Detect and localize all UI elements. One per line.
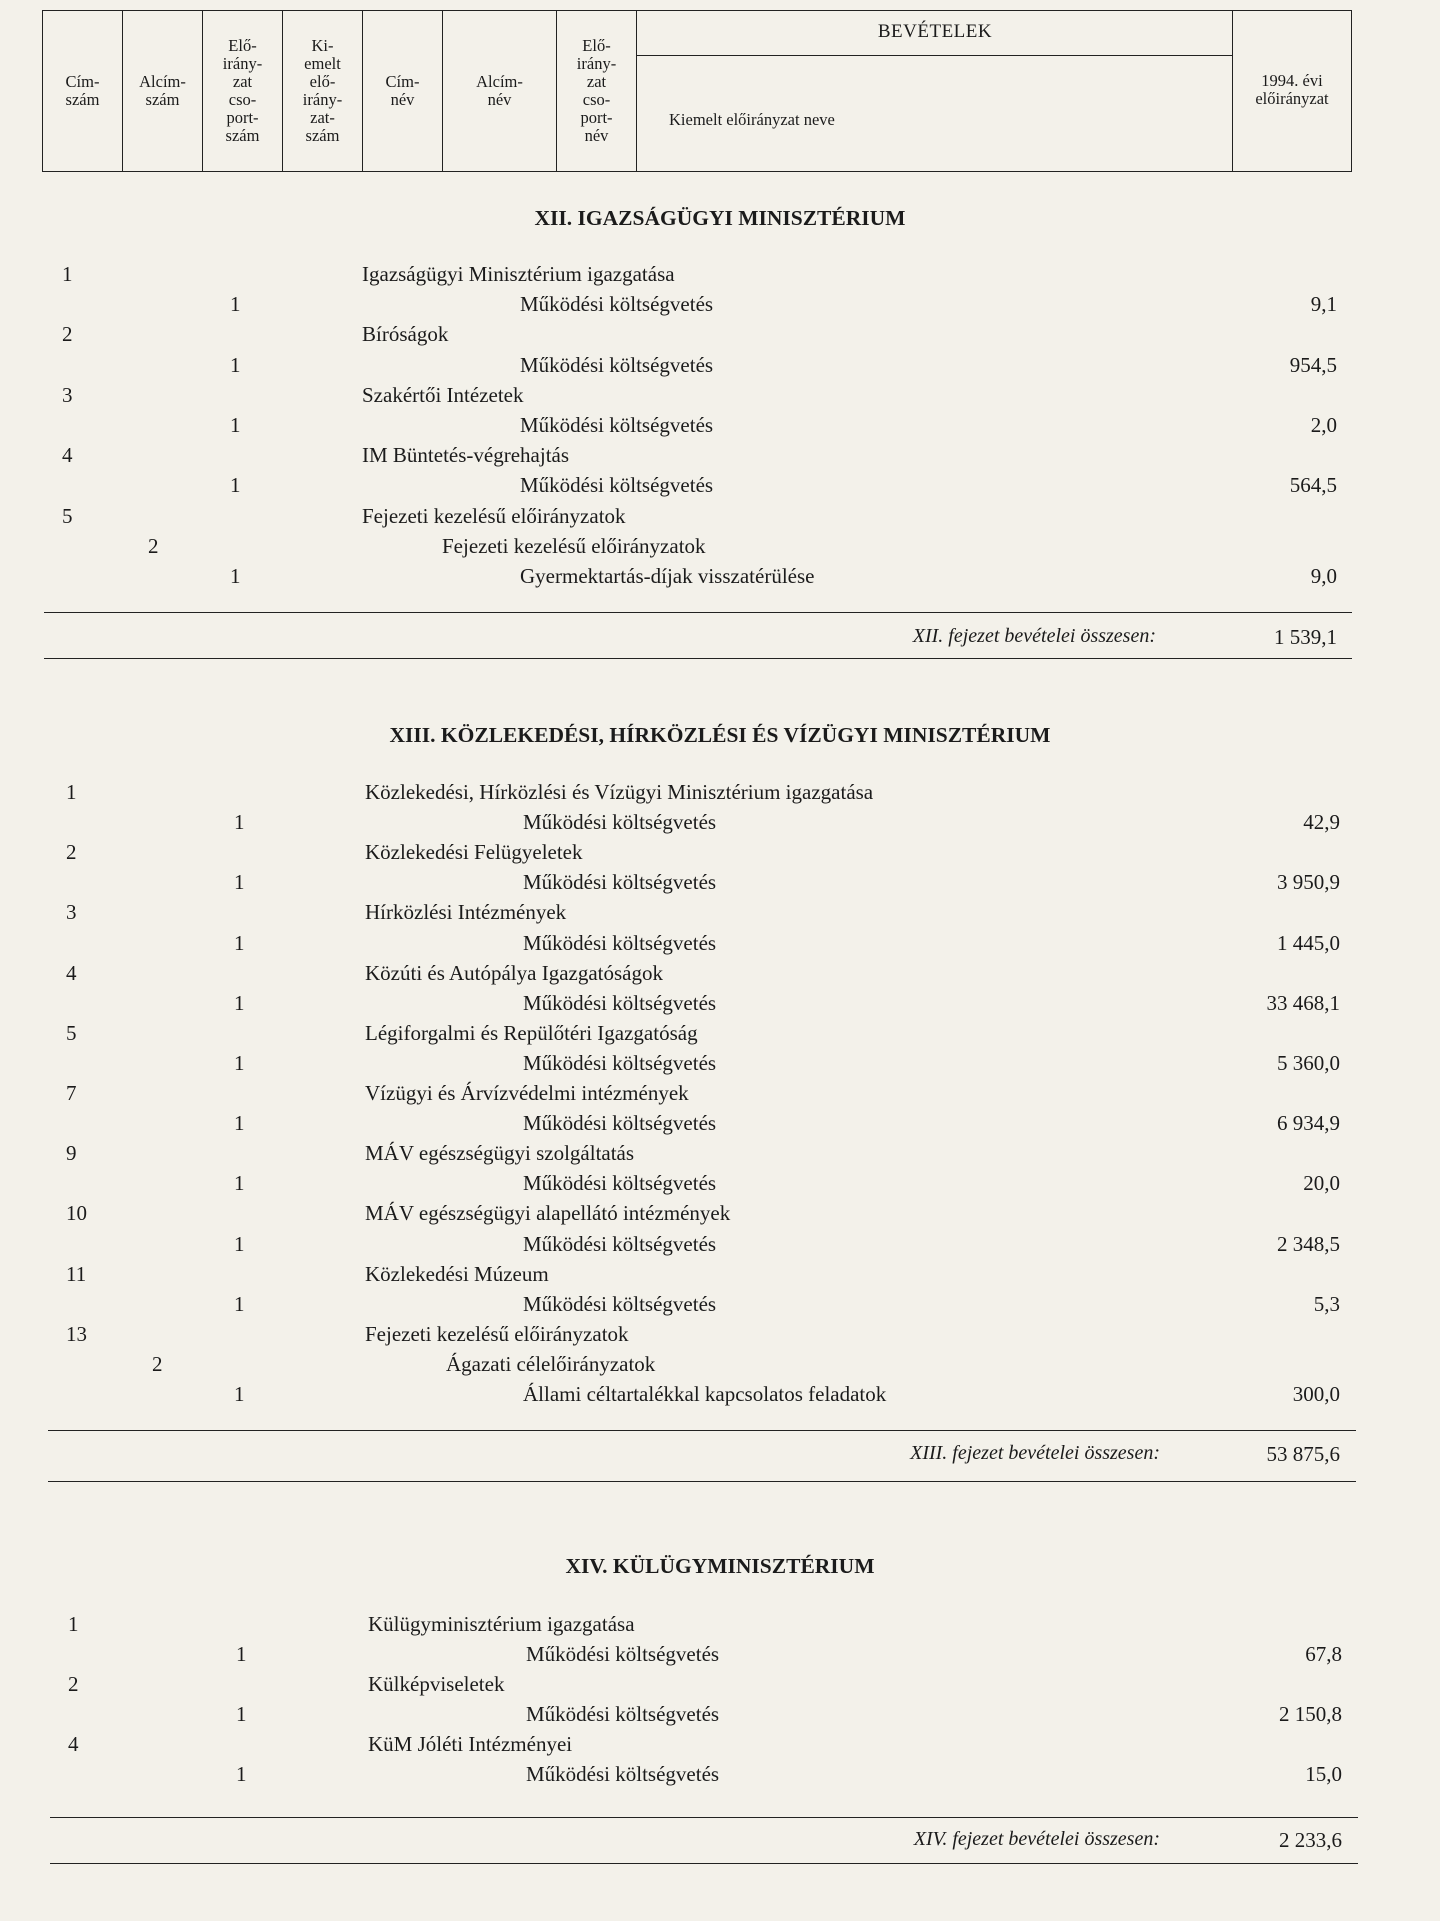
chapter-total-label: XII. fejezet bevételei összesen:	[912, 625, 1156, 647]
table-row	[0, 289, 1440, 319]
total-rule-bottom	[48, 1481, 1356, 1482]
cim-name: Vízügyi és Árvízvédelmi intézmények	[365, 1081, 689, 1105]
cim-number: 2	[62, 322, 73, 347]
table-row	[0, 1289, 1440, 1319]
eloiranyzat-value: 42,9	[1303, 810, 1340, 835]
eloiranyzat-csoport-number: 1	[234, 1382, 245, 1406]
header-kiemelt-eloiranyzat-neve: Kiemelt előirányzat neve	[669, 110, 835, 129]
col-cim-nev	[363, 11, 443, 171]
col-eloiranyzat-csoport-nev	[557, 11, 637, 171]
eloiranyzat-csoport-number: 1	[234, 930, 245, 955]
eloiranyzat-csoport-number: 1	[230, 413, 241, 437]
eloiranyzat-value: 20,0	[1303, 1171, 1340, 1196]
cim-name: KüM Jóléti Intézményei	[368, 1732, 573, 1756]
col-alcim-szam	[123, 11, 203, 171]
table-row	[0, 1138, 1440, 1168]
table-row	[0, 958, 1440, 988]
table-row	[0, 928, 1440, 958]
cim-number: 13	[66, 1321, 87, 1346]
header-evi-eloiranyzat: 1994. évi előirányzat	[1255, 71, 1329, 108]
table-row	[0, 1669, 1440, 1699]
alcim-name: Fejezeti kezelésű előirányzatok	[442, 533, 706, 558]
eloiranyzat-csoport-number: 1	[230, 473, 241, 498]
table-row	[0, 1639, 1440, 1669]
cim-number: 1	[68, 1612, 79, 1636]
eloiranyzat-value: 6 934,9	[1277, 1111, 1340, 1136]
eloiranyzat-csoport-number: 1	[234, 810, 245, 835]
eloiranyzat-value: 954,5	[1289, 352, 1337, 377]
chapter-title: XIII. KÖZLEKEDÉSI, HÍRKÖZLÉSI ÉS VÍZÜGYI MINISZTÉRIUM	[389, 723, 1051, 747]
cim-name: Közlekedési Felügyeletek	[365, 840, 583, 865]
alcim-number: 2	[148, 533, 159, 558]
eloiranyzat-name: Működési költségvetés	[523, 810, 717, 835]
header-alcim-szam: Alcím- szám	[139, 72, 186, 109]
eloiranyzat-csoport-number: 1	[234, 870, 245, 895]
chapter-total-value: 1 539,1	[1274, 625, 1337, 649]
table-row	[0, 501, 1440, 531]
header-cim-szam: Cím- szám	[65, 72, 100, 109]
table-row	[0, 867, 1440, 897]
cim-name: Légiforgalmi és Repülőtéri Igazgatóság	[365, 1020, 698, 1045]
eloiranyzat-name: Működési költségvetés	[523, 1111, 717, 1136]
header-kiemelt-eloiranyzat-szam: Ki- emelt elő- irány- zat- szám	[302, 36, 343, 145]
eloiranyzat-csoport-number: 1	[234, 1111, 245, 1136]
eloiranyzat-csoport-number: 1	[234, 1291, 245, 1316]
table-row	[0, 777, 1440, 807]
eloiranyzat-name: Működési költségvetés	[523, 1231, 717, 1256]
table-row	[0, 440, 1440, 470]
cim-number: 11	[66, 1261, 87, 1286]
table-row	[0, 807, 1440, 837]
table-row	[0, 319, 1440, 349]
table-row	[0, 561, 1440, 591]
table-row	[0, 1349, 1440, 1379]
table-row	[0, 1078, 1440, 1108]
eloiranyzat-csoport-number: 1	[236, 1702, 247, 1726]
cim-name: Közlekedési Múzeum	[365, 1261, 549, 1286]
cim-number: 2	[66, 840, 77, 865]
eloiranyzat-value: 9,1	[1310, 292, 1337, 317]
eloiranyzat-csoport-number: 1	[234, 1050, 245, 1075]
total-rule-bottom	[44, 658, 1352, 659]
eloiranyzat-csoport-number: 1	[234, 1231, 245, 1256]
table-row	[0, 988, 1440, 1018]
cim-number: 4	[62, 443, 73, 468]
col-cim-szam	[43, 11, 123, 171]
eloiranyzat-value: 67,8	[1305, 1642, 1342, 1666]
total-rule-top	[48, 1430, 1356, 1431]
cim-name: Hírközlési Intézmények	[365, 900, 567, 925]
table-row	[0, 259, 1440, 289]
eloiranyzat-name: Működési költségvetés	[526, 1702, 720, 1726]
table-row	[0, 1198, 1440, 1228]
cim-name: Közúti és Autópálya Igazgatóságok	[365, 960, 663, 985]
eloiranyzat-csoport-number: 1	[230, 352, 241, 377]
total-rule-top	[50, 1817, 1358, 1818]
eloiranyzat-name: Gyermektartás-díjak visszatérülése	[520, 564, 815, 588]
eloiranyzat-name: Működési költségvetés	[520, 413, 714, 437]
eloiranyzat-csoport-number: 1	[236, 1642, 247, 1666]
cim-number: 5	[62, 503, 73, 528]
chapter-total-value: 53 875,6	[1266, 1442, 1340, 1466]
table-row	[0, 410, 1440, 440]
cim-number: 3	[66, 900, 77, 925]
table-row	[0, 837, 1440, 867]
cim-name: Külképviseletek	[368, 1672, 505, 1696]
chapter-total-value: 2 233,6	[1279, 1828, 1342, 1852]
table-row	[0, 1108, 1440, 1138]
table-row	[0, 470, 1440, 500]
chapter-total-label: XIV. fejezet bevételei összesen:	[913, 1828, 1160, 1850]
total-rule-top	[44, 612, 1352, 613]
table-row	[0, 1259, 1440, 1289]
table-row	[0, 1048, 1440, 1078]
eloiranyzat-csoport-number: 1	[230, 292, 241, 317]
table-row	[0, 380, 1440, 410]
cim-name: Közlekedési, Hírközlési és Vízügyi Minisztérium igazgatása	[365, 780, 874, 804]
cim-name: Külügyminisztérium igazgatása	[368, 1612, 635, 1636]
cim-number: 9	[66, 1141, 77, 1166]
cim-number: 3	[62, 382, 73, 407]
col-alcim-nev	[443, 11, 557, 171]
cim-number: 5	[66, 1020, 77, 1045]
chapter-total-label: XIII. fejezet bevételei összesen:	[910, 1442, 1160, 1464]
eloiranyzat-value: 5 360,0	[1277, 1050, 1340, 1075]
eloiranyzat-csoport-number: 1	[236, 1762, 247, 1786]
cim-name: Fejezeti kezelésű előirányzatok	[362, 503, 626, 528]
eloiranyzat-csoport-number: 1	[234, 1171, 245, 1196]
eloiranyzat-value: 5,3	[1313, 1291, 1340, 1316]
eloiranyzat-value: 564,5	[1289, 473, 1337, 498]
table-row	[0, 1699, 1440, 1729]
eloiranyzat-name: Működési költségvetés	[526, 1762, 720, 1786]
alcim-number: 2	[152, 1351, 163, 1376]
table-row	[0, 1379, 1440, 1409]
eloiranyzat-name: Működési költségvetés	[523, 1050, 717, 1075]
eloiranyzat-name: Működési költségvetés	[523, 1171, 717, 1196]
header-eloiranyzat-csoport-nev: Elő- irány- zat cso- port- név	[576, 36, 617, 145]
cim-number: 7	[66, 1081, 77, 1105]
header-bevetelek: BEVÉTELEK	[877, 21, 993, 42]
eloiranyzat-value: 2 348,5	[1277, 1231, 1340, 1256]
table-row	[0, 1168, 1440, 1198]
eloiranyzat-name: Működési költségvetés	[523, 930, 717, 955]
eloiranyzat-value: 300,0	[1292, 1382, 1340, 1406]
cim-name: IM Büntetés-végrehajtás	[362, 443, 570, 468]
cim-number: 2	[68, 1672, 79, 1696]
eloiranyzat-value: 33 468,1	[1266, 990, 1340, 1015]
eloiranyzat-value: 2 150,8	[1279, 1702, 1342, 1726]
eloiranyzat-value: 15,0	[1305, 1762, 1342, 1786]
eloiranyzat-name: Működési költségvetés	[526, 1642, 720, 1666]
col-kiemelt-eloiranyzat-szam	[283, 11, 363, 171]
chapter-title: XII. IGAZSÁGÜGYI MINISZTÉRIUM	[534, 206, 906, 230]
eloiranyzat-name: Működési költségvetés	[520, 352, 714, 377]
header-bevetelek-divider	[637, 55, 1233, 56]
table-row	[0, 1018, 1440, 1048]
cim-number: 4	[68, 1732, 79, 1756]
cim-number: 10	[66, 1201, 87, 1226]
cim-number: 4	[66, 960, 77, 985]
cim-name: MÁV egészségügyi szolgáltatás	[365, 1141, 635, 1166]
eloiranyzat-name: Állami céltartalékkal kapcsolatos feladatok	[523, 1382, 887, 1406]
table-row	[0, 1729, 1440, 1759]
table-row	[0, 897, 1440, 927]
eloiranyzat-value: 3 950,9	[1277, 870, 1340, 895]
table-row	[0, 1609, 1440, 1639]
eloiranyzat-name: Működési költségvetés	[520, 473, 714, 498]
eloiranyzat-csoport-number: 1	[230, 564, 241, 588]
eloiranyzat-value: 9,0	[1310, 564, 1337, 588]
cim-name: MÁV egészségügyi alapellátó intézmények	[365, 1201, 731, 1226]
eloiranyzat-name: Működési költségvetés	[523, 1291, 717, 1316]
table-row	[0, 1319, 1440, 1349]
table-row	[0, 531, 1440, 561]
header-alcim-nev: Alcím- név	[476, 72, 523, 109]
table-row	[0, 1759, 1440, 1789]
eloiranyzat-value: 2,0	[1310, 413, 1337, 437]
cim-number: 1	[66, 780, 77, 804]
cim-name: Bíróságok	[362, 322, 449, 347]
eloiranyzat-value: 1 445,0	[1277, 930, 1340, 955]
header-cim-nev: Cím- név	[385, 72, 420, 109]
cim-name: Szakértői Intézetek	[362, 382, 524, 407]
eloiranyzat-name: Működési költségvetés	[520, 292, 714, 317]
col-eloiranyzat-csoport-szam	[203, 11, 283, 171]
cim-name: Igazságügyi Minisztérium igazgatása	[362, 262, 675, 286]
header-eloiranyzat-csoport-szam: Elő- irány- zat cso- port- szám	[222, 36, 263, 145]
column-header-table	[42, 10, 1352, 172]
eloiranyzat-name: Működési költségvetés	[523, 870, 717, 895]
cim-name: Fejezeti kezelésű előirányzatok	[365, 1321, 629, 1346]
total-rule-bottom	[50, 1863, 1358, 1864]
table-row	[0, 1229, 1440, 1259]
table-row	[0, 350, 1440, 380]
eloiranyzat-csoport-number: 1	[234, 990, 245, 1015]
chapter-title: XIV. KÜLÜGYMINISZTÉRIUM	[565, 1554, 875, 1578]
cim-number: 1	[62, 262, 73, 286]
alcim-name: Ágazati célelőirányzatok	[446, 1351, 656, 1376]
eloiranyzat-name: Működési költségvetés	[523, 990, 717, 1015]
